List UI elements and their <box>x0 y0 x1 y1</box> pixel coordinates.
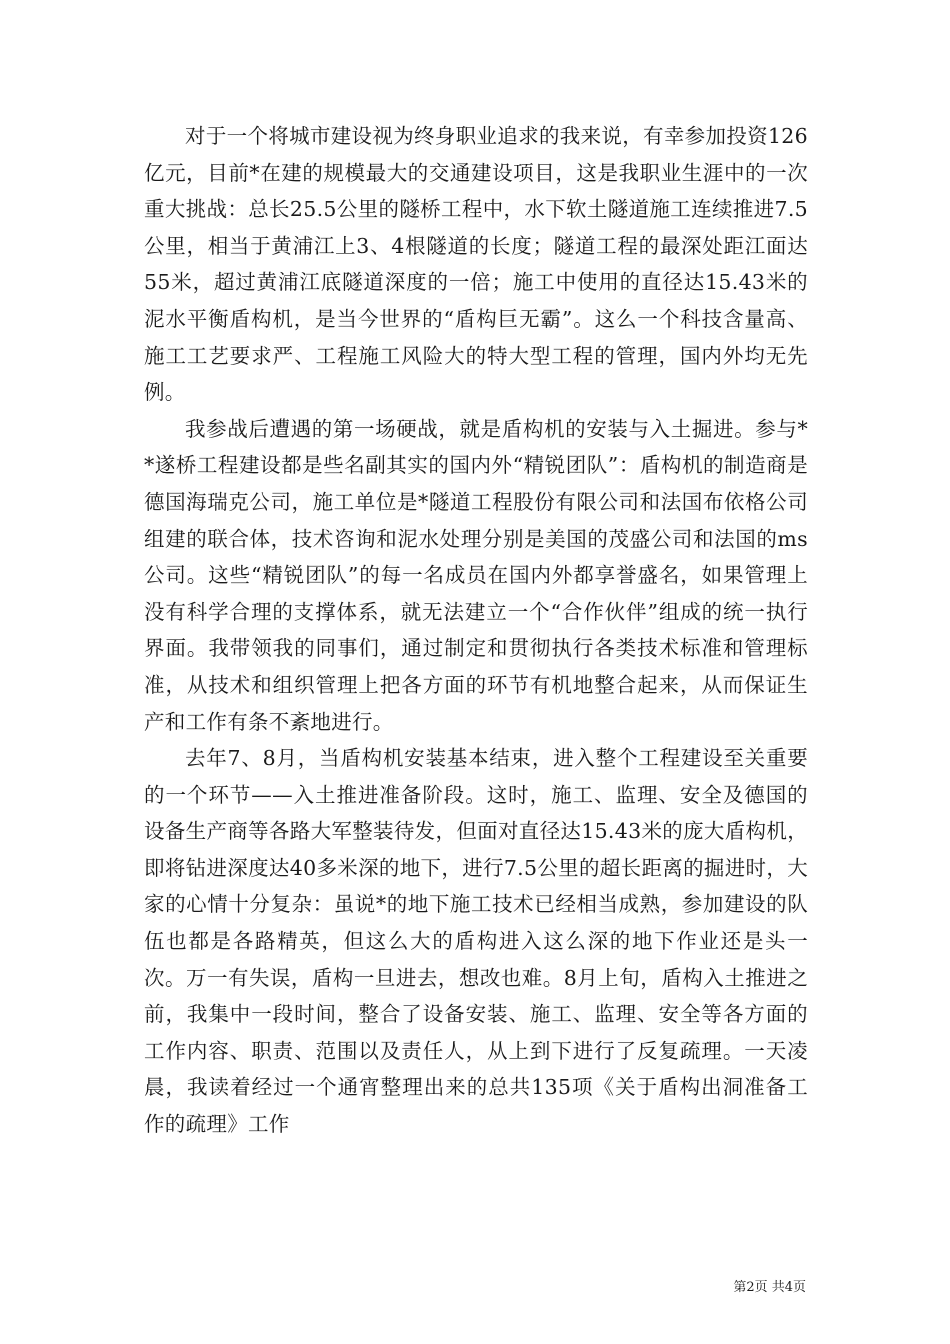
paragraph-1: 对于一个将城市建设视为终身职业追求的我来说，有幸参加投资126亿元，目前*在建的规模最大的交通建设项目，这是我职业生涯中的一次重大挑战：总长25.5公里的隧桥工程中，水下软土隧道施工连续推进7.5公里，相当于黄浦江上3、4根隧道的长度；隧道工程的最深处距江面达55米，超过黄浦江底隧道深度的一倍；施工中使用的直径达15.43米的泥水平衡盾构机，是当今世界的“盾构巨无霸”。这么一个科技含量高、施工工艺要求严、工程施工风险大的特大型工程的管理，国内外均无先例。 <box>144 124 808 405</box>
document-body <box>144 118 808 1143</box>
page-number-footer: 第2页 共4页 <box>733 1280 806 1295</box>
paragraph-3: 去年7、8月，当盾构机安装基本结束，进入整个工程建设至关重要的一个环节——入土推进准备阶段。这时，施工、监理、安全及德国的设备生产商等各路大军整装待发，但面对直径达15.43米的庞大盾构机，即将钻进深度达40多米深的地下，进行7.5公里的超长距离的掘进时，大家的心情十分复杂：虽说*的地下施工技术已经相当成熟，参加建设的队伍也都是各路精英，但这么大的盾构进入这么深的地下作业还是头一次。万一有失误，盾构一旦进去，想改也难。8月上旬，盾构入土推进之前，我集中一段时间，整合了设备安装、施工、监理、安全等各方面的工作内容、职责、范围以及责任人，从上到下进行了反复疏理。一天凌晨，我读着经过一个通宵整理出来的总共135项《关于盾构出洞准备工作的疏理》工作 <box>144 746 808 1137</box>
paragraph-2: 我参战后遭遇的第一场硬战，就是盾构机的安装与入土掘进。参与**遂桥工程建设都是些名副其实的国内外“精锐团队”：盾构机的制造商是德国海瑞克公司，施工单位是*隧道工程股份有限公司和法国布依格公司组建的联合体，技术咨询和泥水处理分别是美国的茂盛公司和法国的ms公司。这些“精锐团队”的每一名成员在国内外都享誉盛名，如果管理上没有科学合理的支撑体系，就无法建立一个“合作伙伴”组成的统一执行界面。我带领我的同事们，通过制定和贯彻执行各类技术标准和管理标准，从技术和组织管理上把各方面的环节有机地整合起来，从而保证生产和工作有条不紊地进行。 <box>144 416 808 734</box>
